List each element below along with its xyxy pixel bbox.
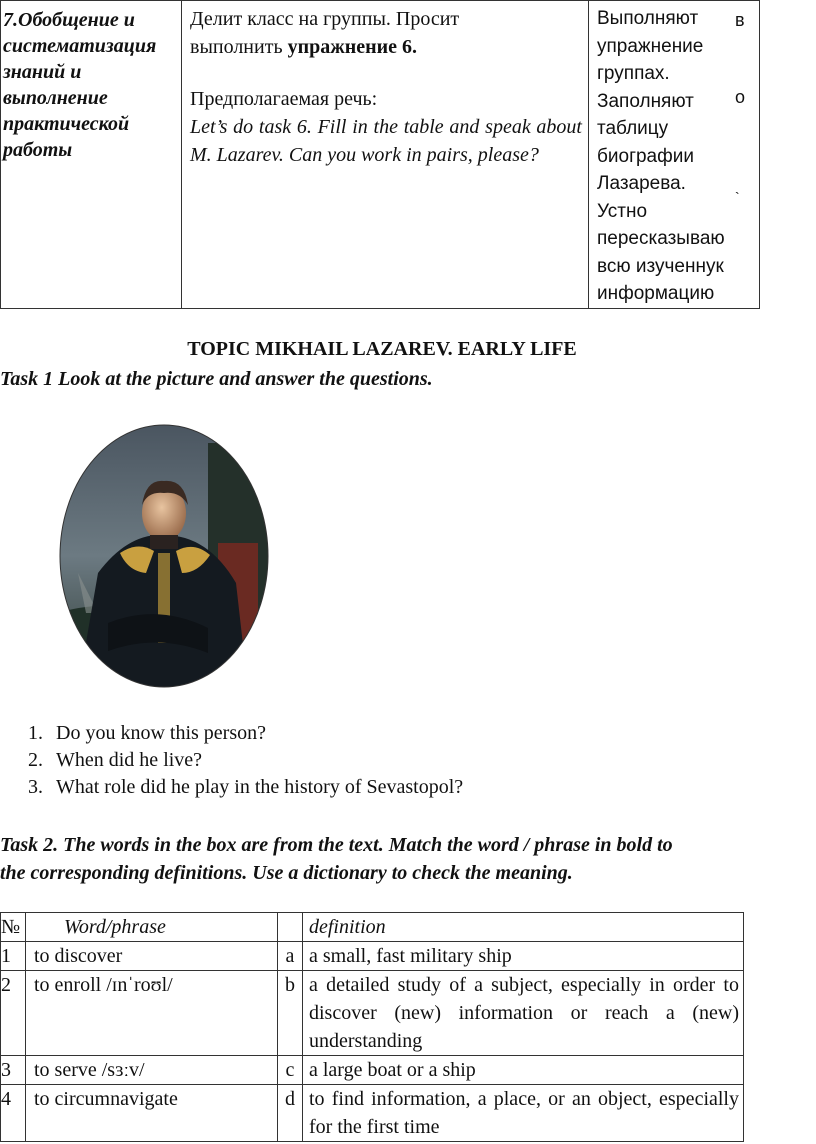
teacher-instruction: Делит класс на группы. Просит — [190, 8, 460, 30]
task1-questions — [28, 720, 463, 801]
stage-line: выполнение — [3, 87, 108, 109]
pupil-line: Заполняют — [597, 90, 694, 112]
header-letter — [278, 913, 303, 942]
pupil-line: биографии — [597, 145, 694, 167]
teacher-instruction-2 — [190, 33, 582, 61]
row-word: to serve /sɜːv/ — [26, 1056, 278, 1085]
stray-letter: о — [735, 87, 746, 107]
header-definition: definition — [303, 913, 744, 942]
pupil-line: Устно — [597, 200, 648, 222]
lesson-plan-table — [0, 0, 760, 309]
stage-line: 7.Обобщение и — [3, 9, 135, 31]
header-number: № — [1, 913, 26, 942]
row-number: 4 — [1, 1085, 26, 1142]
portrait-of-lazarev-image — [58, 423, 270, 689]
pupil-line: пересказываю — [597, 228, 725, 249]
question-number: 3. — [28, 776, 43, 798]
row-definition: a detailed study of a subject, especially in order to discover (new) information or reach a (new) understanding — [303, 971, 744, 1056]
row-letter: a — [278, 942, 303, 971]
speech-label: Предполагаемая речь: — [190, 88, 378, 110]
row-word: to discover — [26, 942, 278, 971]
question-text: What role did he play in the history of Sevastopol? — [56, 776, 464, 798]
pupil-line: Выполняют — [597, 8, 699, 29]
table-row — [1, 1056, 744, 1085]
stray-letter: в — [735, 10, 745, 30]
stage-cell — [1, 1, 182, 309]
row-letter: c — [278, 1056, 303, 1085]
row-number: 1 — [1, 942, 26, 971]
row-number: 3 — [1, 1056, 26, 1085]
task1-heading: Task 1 Look at the picture and answer the questions. — [0, 368, 433, 390]
header-word: Word/phrase — [26, 913, 278, 942]
pupil-line: таблицу — [597, 118, 669, 139]
vocabulary-table — [0, 912, 744, 1142]
row-number: 2 — [1, 971, 26, 1056]
table-row — [1, 942, 744, 971]
expected-speech: Let’s do task 6. Fill in the table and speak about M. Lazarev. Can you work in pairs, please? — [190, 116, 582, 166]
pupil-activity-cell — [589, 1, 760, 309]
table-row — [1, 1085, 744, 1142]
task2-heading-line1: Task 2. The words in the box are from the text. Match the word / phrase in bold to — [0, 834, 673, 856]
stage-line: знаний и — [3, 61, 82, 83]
row-letter: d — [278, 1085, 303, 1142]
question-number: 1. — [28, 722, 43, 744]
row-word: to circumnavigate — [26, 1085, 278, 1142]
topic-title: TOPIC MIKHAIL LAZAREV. EARLY LIFE — [187, 338, 577, 360]
lesson-plan-row — [1, 1, 760, 309]
stray-mark: ` — [735, 189, 740, 205]
stage-line: работы — [3, 139, 73, 161]
question-item — [28, 747, 463, 774]
pupil-line: упражнение — [597, 35, 704, 57]
pupil-line: группах. — [597, 63, 670, 84]
question-item — [28, 774, 463, 801]
task2-heading-line2: the corresponding definitions. Use a dictionary to check the meaning. — [0, 862, 573, 884]
pupil-line: всю изученнук — [597, 255, 724, 277]
row-word: to enroll /ɪnˈroʊl/ — [26, 971, 278, 1056]
question-number: 2. — [28, 749, 43, 771]
question-text: Do you know this person? — [56, 722, 266, 744]
question-text: When did he live? — [56, 749, 203, 771]
exercise-reference: упражнение 6. — [287, 36, 418, 58]
question-item — [28, 720, 463, 747]
stage-line: практической — [3, 113, 130, 135]
row-letter: b — [278, 971, 303, 1056]
vocabulary-header-row — [1, 913, 744, 942]
instruction-plain: выполнить — [190, 36, 288, 58]
row-definition: a small, fast military ship — [303, 942, 744, 971]
pupil-line: Лазарева. — [597, 173, 686, 194]
stage-line: систематизация — [3, 35, 157, 57]
teacher-activity-cell — [182, 1, 589, 309]
pupil-line: информацию — [597, 283, 715, 304]
row-definition: to find information, a place, or an object, especially for the first time — [303, 1085, 744, 1142]
stage-title — [1, 1, 181, 163]
row-definition: a large boat or a ship — [303, 1056, 744, 1085]
table-row — [1, 971, 744, 1056]
